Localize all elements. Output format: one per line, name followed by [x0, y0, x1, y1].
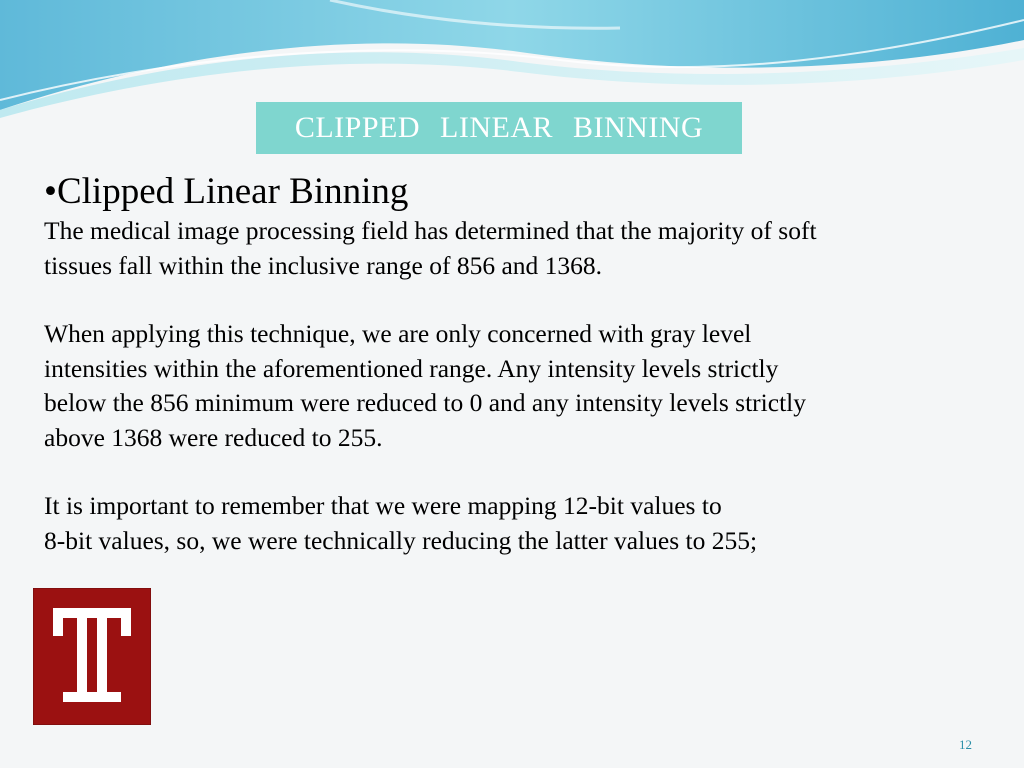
paragraph-1-line-2: tissues fall within the inclusive range of 856 and 1368. — [44, 250, 603, 280]
temple-t-logo — [33, 588, 151, 725]
paragraph-2 — [44, 317, 984, 455]
paragraph-2-line-1: When applying this technique, we are only concerned with gray level — [44, 319, 752, 348]
slide-body — [44, 170, 984, 558]
slide-title-box — [256, 102, 742, 154]
paragraph-3-line-1: It is important to remember that we were mapping 12-bit values to — [44, 491, 722, 520]
page-number: 12 — [959, 737, 972, 752]
paragraph-1 — [44, 214, 984, 283]
paragraph-3 — [44, 489, 984, 558]
paragraph-1-line-1: The medical image processing field has determined that the majority of soft — [44, 216, 817, 245]
paragraph-2-line-3: below the 856 minimum were reduced to 0 and any intensity levels strictly — [44, 388, 806, 417]
slide-title: CLIPPED LINEAR BINNING — [294, 111, 704, 144]
bullet-heading: •Clipped Linear Binning — [44, 171, 409, 212]
paragraph-2-line-4: above 1368 were reduced to 255. — [44, 422, 383, 452]
paragraph-2-line-2: intensities within the aforementioned range. Any intensity levels strictly — [44, 353, 779, 383]
paragraph-3-line-2: 8-bit values, so, we were technically reducing the latter values to 255; — [44, 525, 758, 555]
